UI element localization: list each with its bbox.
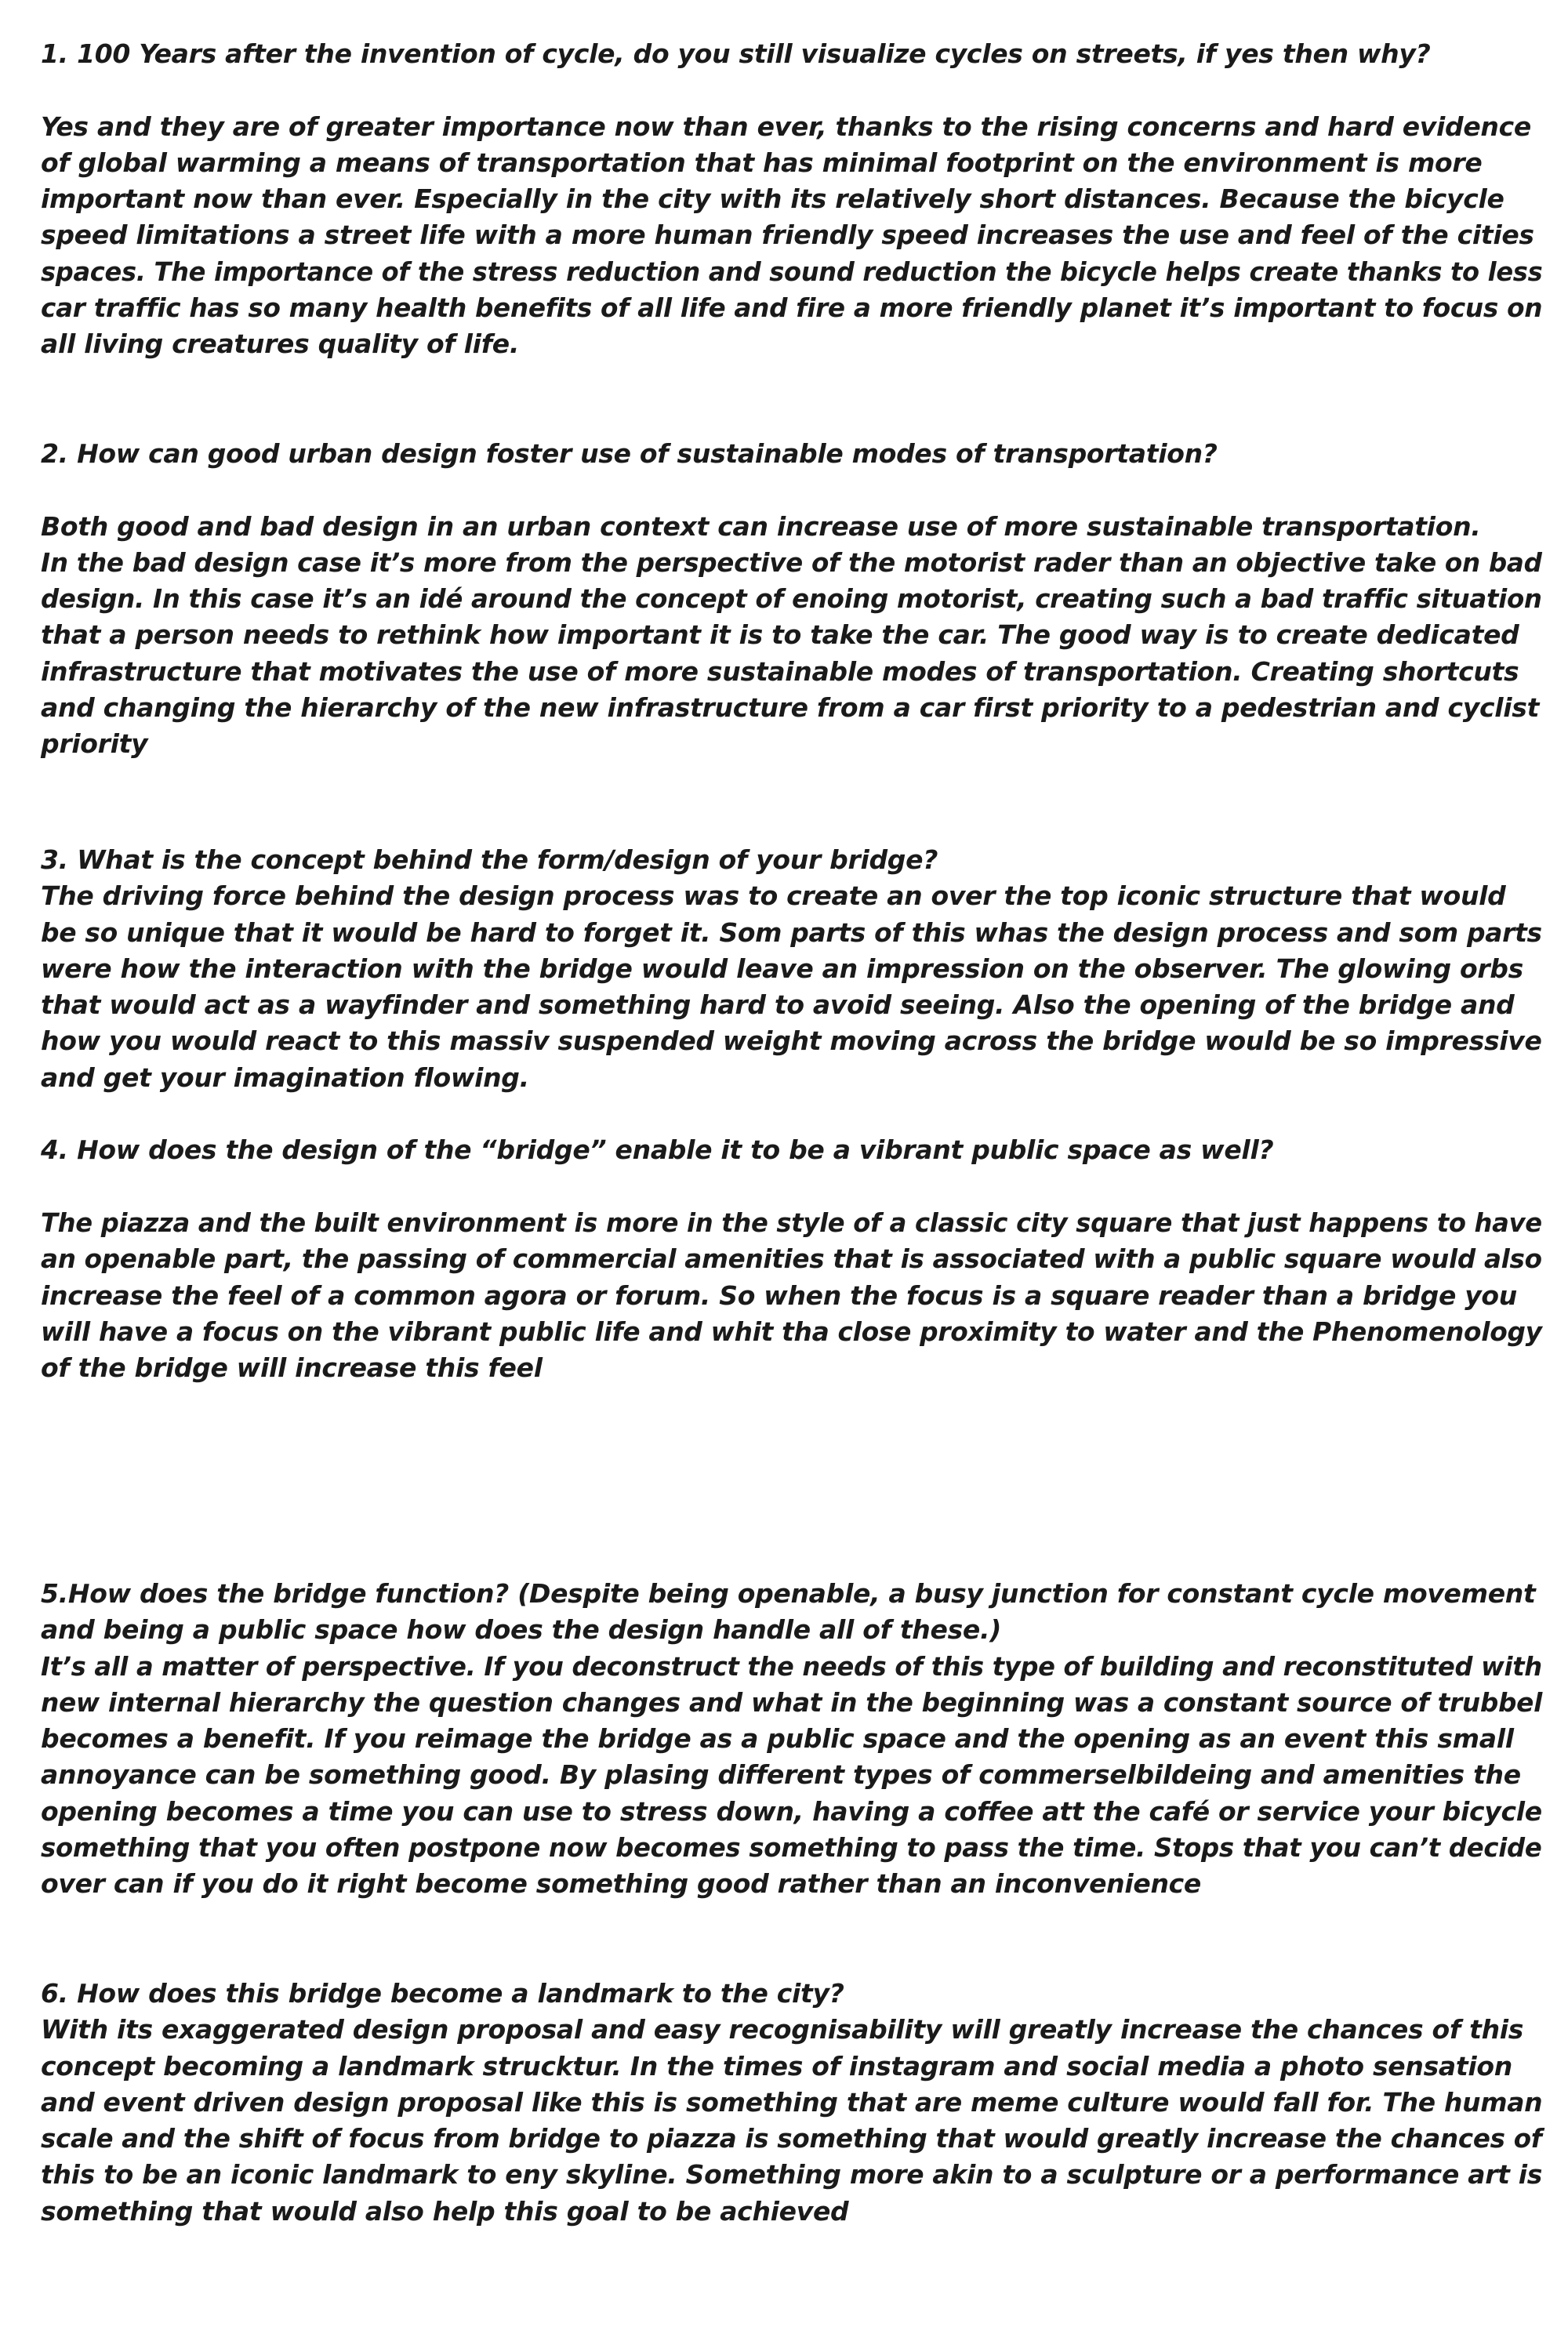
text-line: of global warming a means of transportation that has minimal footprint on the environment is more [41, 147, 1483, 178]
text-line: spaces. The importance of the stress reduction and sound reduction the bicycle helps create thanks to less [41, 256, 1543, 287]
section-q2 [41, 436, 1542, 763]
text-line: this to be an iconic landmark to eny skyline. Something more akin to a sculpture or a performance art is [41, 2159, 1543, 2190]
text-line: 3. What is the concept behind the form/design of your bridge? [41, 844, 938, 875]
text-line: of the bridge will increase this feel [41, 1352, 543, 1384]
text-line: concept becoming a landmark strucktur. In the times of instagram and social media a photo sensation [41, 2050, 1512, 2082]
text-line: speed limitations a street life with a more human friendly speed increases the use and feel of the cities [41, 220, 1534, 251]
text-line: design. In this case it’s an idé around the concept of enoing motorist, creating such a bad traffic situation [41, 583, 1542, 615]
text-line: The piazza and the built environment is more in the style of a classic city square that just happens to have [41, 1207, 1542, 1238]
blank-line [41, 1096, 1538, 1132]
text-line: were how the interaction with the bridge would leave an impression on the observer. The glowing orbs [41, 953, 1523, 984]
text-line: something that you often postpone now becomes something to pass the time. Stops that you can’t decide [41, 1832, 1542, 1864]
text-line: 1. 100 Years after the invention of cycle, do you still visualize cycles on streets, if yes then why? [41, 38, 1431, 69]
text-line: In the bad design case it’s more from the perspective of the motorist rader than an objective take on bad [41, 546, 1542, 578]
text-line: how you would react to this massiv suspended weight moving across the bridge would be so impressive [41, 1025, 1542, 1057]
text-line: opening becomes a time you can use to stress down, having a coffee att the café or service your bicycle [41, 1795, 1542, 1827]
text-line: annoyance can be something good. By plasing different types of commerselbildeing and amenities the [41, 1759, 1521, 1791]
text-line: and get your imagination flowing. [41, 1062, 529, 1093]
text-line: 5.How does the bridge function? (Despite being openable, a busy junction for constant cycle movement [41, 1578, 1536, 1609]
text-line: and being a public space how does the design handle all of these.) [41, 1614, 1002, 1646]
text-line: increase the feel of a common agora or forum. So when the focus is a square reader than a bridge you [41, 1279, 1517, 1311]
text-line: 2. How can good urban design foster use of sustainable modes of transportation? [41, 438, 1218, 469]
text-line: Both good and bad design in an urban context can increase use of more sustainable transportation. [41, 510, 1481, 542]
text-line: be so unique that it would be hard to forget it. Som parts of this whas the design process and som parts [41, 916, 1542, 948]
text-line: The driving force behind the design process was to create an over the top iconic structure that would [41, 880, 1506, 912]
text-line: that a person needs to rethink how important it is to take the car. The good way is to create dedicated [41, 619, 1519, 651]
section-q5 [41, 1576, 1543, 1903]
blank-line [41, 1169, 1538, 1205]
text-line: an openable part, the passing of commercial amenities that is associated with a public square would also [41, 1243, 1542, 1275]
text-line: 6. How does this bridge become a landmark to the city? [41, 1978, 844, 2009]
text-line: something that would also help this goal to be achieved [41, 2195, 849, 2227]
blank-line [41, 72, 1538, 108]
blank-line [41, 472, 1538, 508]
section-q1 [41, 36, 1543, 363]
text-line: will have a focus on the vibrant public life and whit tha close proximity to water and the Phenomenology [41, 1316, 1542, 1347]
text-line: all living creatures quality of life. [41, 328, 520, 360]
text-line: important now than ever. Especially in the city with its relatively short distances. Because the bicycle [41, 183, 1504, 215]
text-line: over can if you do it right become something good rather than an inconvenience [41, 1868, 1201, 1900]
text-line: becomes a benefit. If you reimage the bridge as a public space and the opening as an event this small [41, 1723, 1514, 1755]
text-line: new internal hierarchy the question changes and what in the beginning was a constant source of trubbel [41, 1686, 1543, 1718]
text-line: car traffic has so many health benefits of all life and fire a more friendly planet it’s important to focus on [41, 292, 1543, 324]
text-line: scale and the shift of focus from bridge to piazza is something that would greatly increase the chances of [41, 2123, 1542, 2154]
text-line: With its exaggerated design proposal and easy recognisability will greatly increase the chances of this [41, 2014, 1524, 2045]
text-line: Yes and they are of greater importance now than ever, thanks to the rising concerns and hard evidence [41, 111, 1531, 142]
text-line: that would act as a wayfinder and something hard to avoid seeing. Also the opening of the bridge and [41, 989, 1515, 1021]
text-line: priority [41, 728, 148, 760]
text-line: It’s all a matter of perspective. If you deconstruct the needs of this type of building and reconstituted with [41, 1650, 1542, 1682]
section-q6 [41, 1976, 1543, 2230]
text-line: and changing the hierarchy of the new infrastructure from a car first priority to a pedestrian and cyclist [41, 692, 1540, 724]
text-line: and event driven design proposal like this is something that are meme culture would fall for. The human [41, 2086, 1543, 2118]
section-q3-q4 [41, 842, 1542, 1386]
text-line: infrastructure that motivates the use of more sustainable modes of transportation. Creating shortcuts [41, 655, 1519, 687]
text-line: 4. How does the design of the “bridge” enable it to be a vibrant public space as well? [41, 1134, 1274, 1166]
